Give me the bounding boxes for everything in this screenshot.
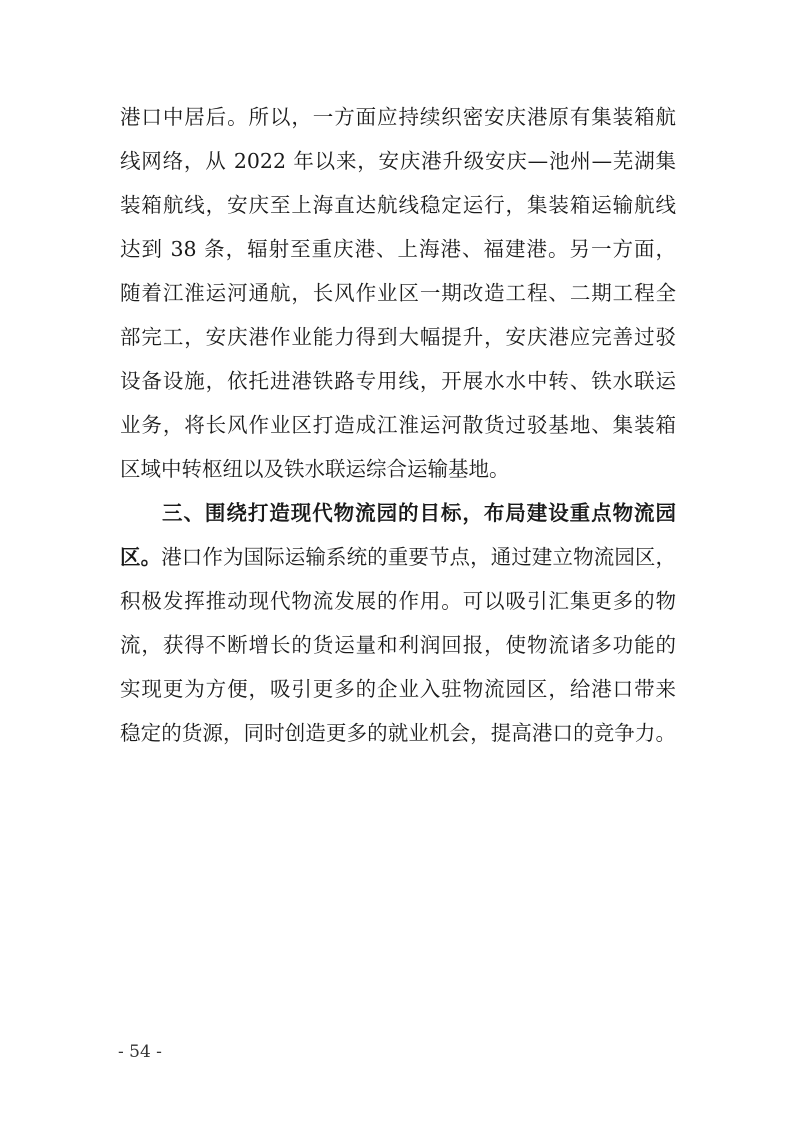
text-line: 实现更为方便，吸引更多的企业入驻物流园区，给港口带来: [120, 677, 676, 701]
text-line: 装箱航线，安庆至上海直达航线稳定运行，集装箱运输航线: [120, 193, 676, 217]
text-line: 稳定的货源，同时创造更多的就业机会，提高港口的竞争力。: [120, 721, 676, 745]
section-heading: 三、围绕打造现代物流园的目标，布局建设重点物流园: [162, 501, 676, 525]
text-line: 业务，将长风作业区打造成江淮运河散货过驳基地、集装箱: [120, 413, 676, 437]
text-line: 积极发挥推动现代物流发展的作用。可以吸引汇集更多的物: [120, 589, 676, 613]
text-line: 线网络，从 2022 年以来，安庆港升级安庆—池州—芜湖集: [120, 149, 676, 173]
text-line: 随着江淮运河通航，长风作业区一期改造工程、二期工程全: [120, 281, 676, 305]
text-line: 区域中转枢纽以及铁水联运综合运输基地。: [120, 457, 510, 481]
text-line: [120, 542, 676, 572]
text-line: 达到 38 条，辐射至重庆港、上海港、福建港。另一方面，: [120, 237, 676, 261]
text-line: 设备设施，依托进港铁路专用线，开展水水中转、铁水联运: [120, 369, 676, 393]
text-line: 流，获得不断增长的货运量和利润回报，使物流诸多功能的: [120, 633, 676, 657]
text-line: 港口中居后。所以，一方面应持续织密安庆港原有集装箱航: [120, 105, 676, 129]
page-number: - 54 -: [118, 1042, 162, 1062]
text-span: 港口作为国际运输系统的重要节点，通过建立物流园区，: [161, 545, 677, 569]
section-heading-end: 区。: [120, 545, 162, 569]
text-line: 部完工，安庆港作业能力得到大幅提升，安庆港应完善过驳: [120, 325, 676, 349]
